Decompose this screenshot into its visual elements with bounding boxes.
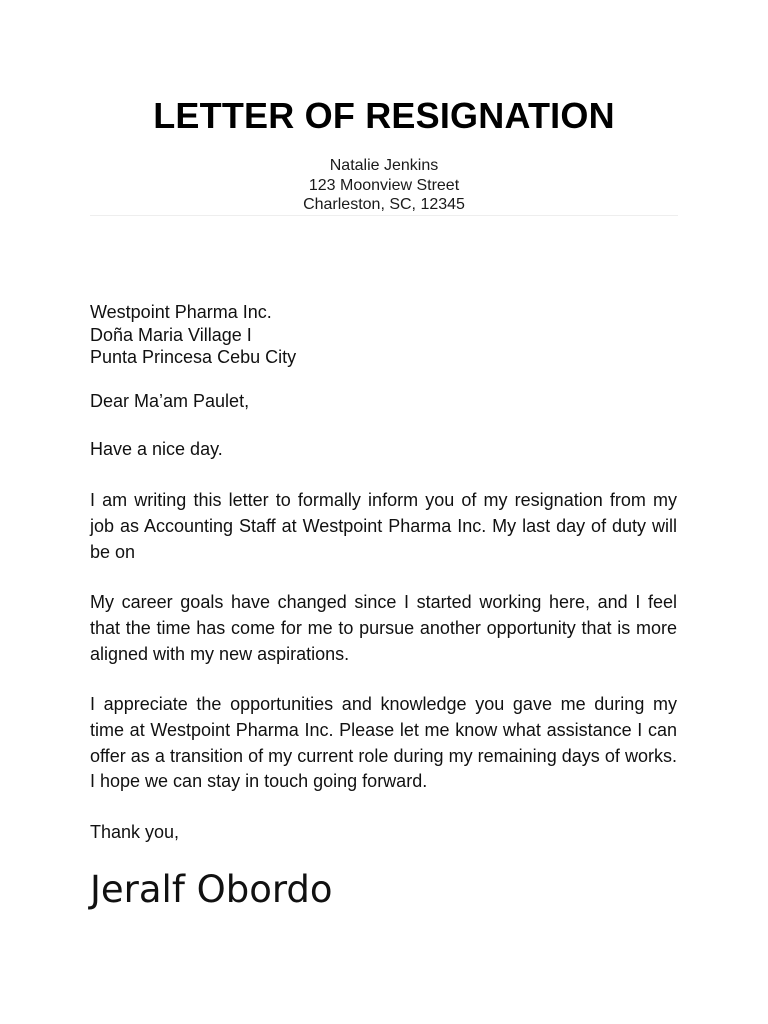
sender-address-block: [0, 156, 768, 215]
sender-name: Natalie Jenkins: [329, 157, 439, 174]
sender-street: 123 Moonview Street: [308, 176, 460, 194]
signature: Jeralf Obordo: [90, 868, 333, 911]
salutation: Dear Ma’am Paulet,: [90, 391, 250, 411]
sender-city: Charleston, SC, 12345: [303, 196, 465, 213]
body-paragraph-3: I appreciate the opportunities and knowledge you gave me during my time at Westpoint Pharma Inc. Please let me know what assistance I can offer as a transition of my current role during my remaining days of works. I hope we can stay in touch going forward.: [90, 694, 677, 792]
recipient-company: Westpoint Pharma Inc.: [90, 302, 272, 322]
recipient-address-line1: Doña Maria Village I: [90, 324, 252, 345]
recipient-address-block: [90, 301, 296, 369]
header-divider: [90, 215, 678, 216]
letter-title: LETTER OF RESIGNATION: [153, 95, 615, 136]
closing-line: Thank you,: [90, 822, 180, 842]
body-paragraph-2: My career goals have changed since I started working here, and I feel that the time has come for me to pursue another opportunity that is more aligned with my new aspirations.: [90, 592, 677, 664]
greeting-line: Have a nice day.: [90, 439, 223, 459]
recipient-address-line2: Punta Princesa Cebu City: [90, 347, 297, 367]
body-paragraph-1: I am writing this letter to formally inform you of my resignation from my job as Accounting Staff at Westpoint Pharma Inc. My last day of duty will be on: [90, 490, 677, 562]
